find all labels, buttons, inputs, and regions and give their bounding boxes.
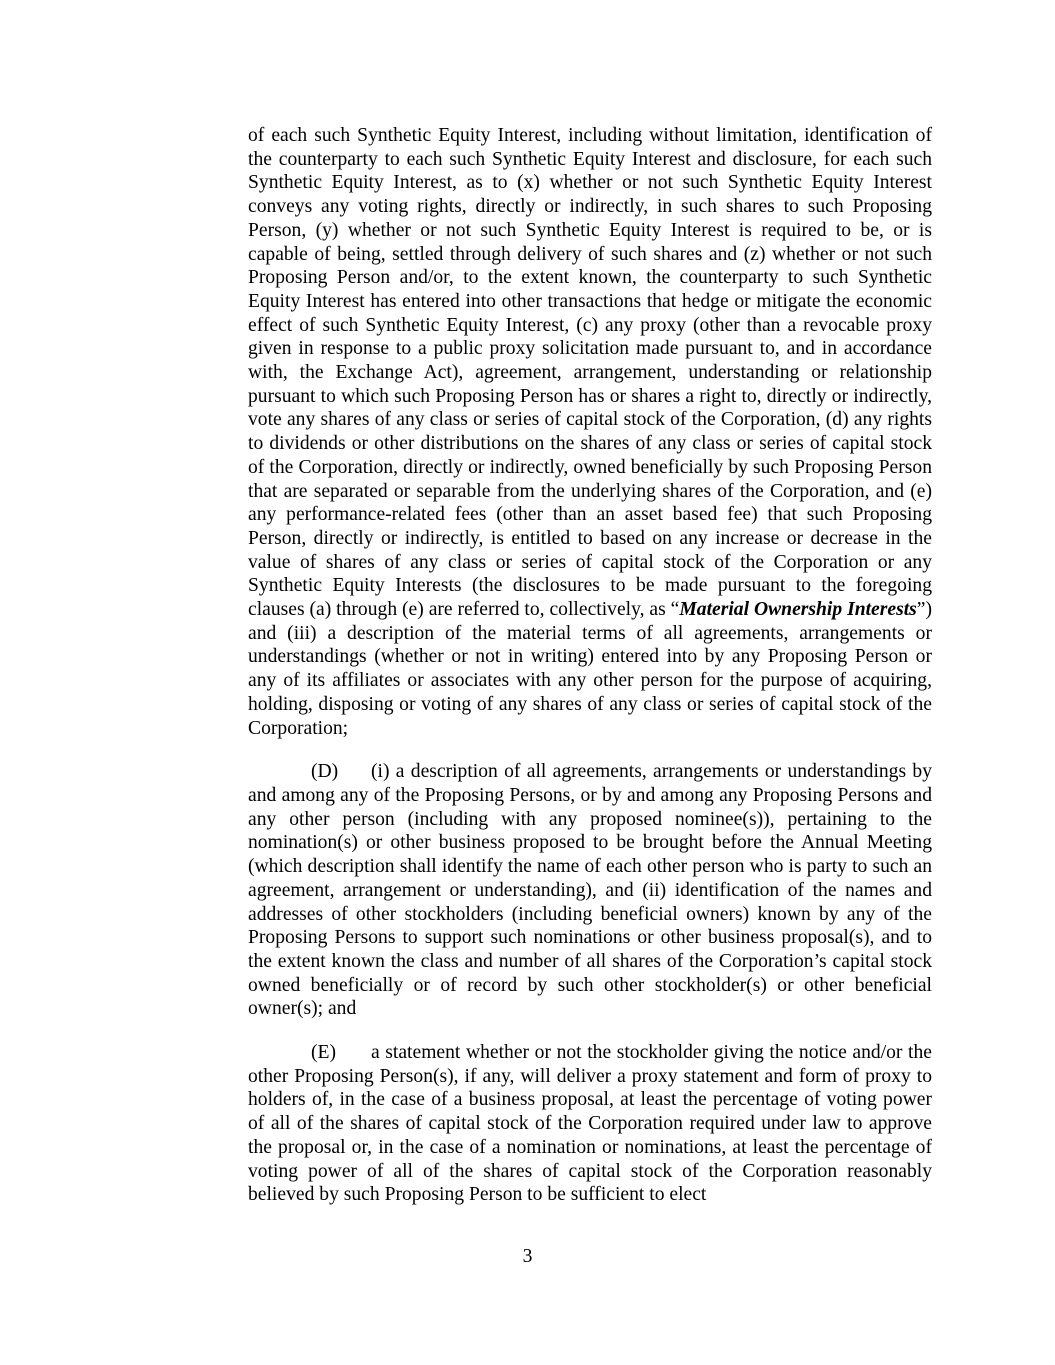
defined-term-material-ownership-interests: Material Ownership Interests <box>679 599 917 621</box>
clause-e-text: a statement whether or not the stockholder giving the notice and/or the other Proposing Person(s), if any, will deliver a proxy statement and form of proxy to holders of, in the case of a business proposal, at least the percentage of voting power of all of the shares of capital stock of the Corporation required under law to approve the proposal or, in the case of a nomination or nominations, at least the percentage of voting power of all of the shares of capital stock of the Corporation reasonably believed by such Proposing Person to be sufficient to elect <box>248 1042 932 1206</box>
document-body <box>248 124 932 1207</box>
clause-e-label: (E) <box>311 1042 337 1064</box>
clause-d-text: (i) a description of all agreements, arrangements or understandings by and among any of the Proposing Persons, or by and among any Proposing Persons and any other person (including with any proposed nominee(s)), pertaining to the nomination(s) or other business proposed to be brought before the Annual Meeting (which description shall identify the name of each other person who is party to such an agreement, arrangement or understanding), and (ii) identification of the names and addresses of other stockholders (including beneficial owners) known by any of the Proposing Persons to support such nominations or other business proposal(s), and to the extent known the class and number of all shares of the Corporation’s capital stock owned beneficially or of record by such other stockholder(s) or other beneficial owner(s); and <box>248 761 932 1020</box>
page-number: 3 <box>522 1246 533 1267</box>
continuation-text-before-term: of each such Synthetic Equity Interest, including without limitation, identification of the counterparty to each such Synthetic Equity Interest and disclosure, for each such Synthetic Equity Interest, as to (x) whether or not such Synthetic Equity Interest conveys any voting rights, directly or indirectly, in such shares to such Proposing Person, (y) whether or not such Synthetic Equity Interest is required to be, or is capable of being, settled through delivery of such shares and (z) whether or not such Proposing Person and/or, to the extent known, the counterparty to such Synthetic Equity Interest has entered into other transactions that hedge or mitigate the economic effect of such Synthetic Equity Interest, (c) any proxy (other than a revocable proxy given in response to a public proxy solicitation made pursuant to, and in accordance with, the Exchange Act), agreement, arrangement, understanding or relationship pursuant to which such Proposing Person has or shares a right to, directly or indirectly, vote any shares of any class or series of capital stock of the Corporation, (d) any rights to dividends or other distributions on the shares of any class or series of capital stock of the Corporation, directly or indirectly, owned beneficially by such Proposing Person that are separated or separable from the underlying shares of the Corporation, and (e) any performance-related fees (other than an asset based fee) that such Proposing Person, directly or indirectly, is entitled to based on any increase or decrease in the value of shares of any class or series of capital stock of the Corporation or any Synthetic Equity Interests (the disclosures to be made pursuant to the foregoing clauses (a) through (e) are referred to, collectively, as “ <box>248 125 932 621</box>
clause-d-label: (D) <box>311 761 339 783</box>
clause-e-paragraph <box>248 1041 932 1207</box>
clause-d-paragraph <box>248 760 932 1021</box>
continuation-paragraph <box>248 124 932 740</box>
continuation-text-after-term: ”) and (iii) a description of the material terms of all agreements, arrangements or understandings (whether or not in writing) entered into by any Proposing Person or any of its affiliates or associates with any other person for the purpose of acquiring, holding, disposing or voting of any shares of any class or series of capital stock of the Corporation; <box>248 599 932 739</box>
